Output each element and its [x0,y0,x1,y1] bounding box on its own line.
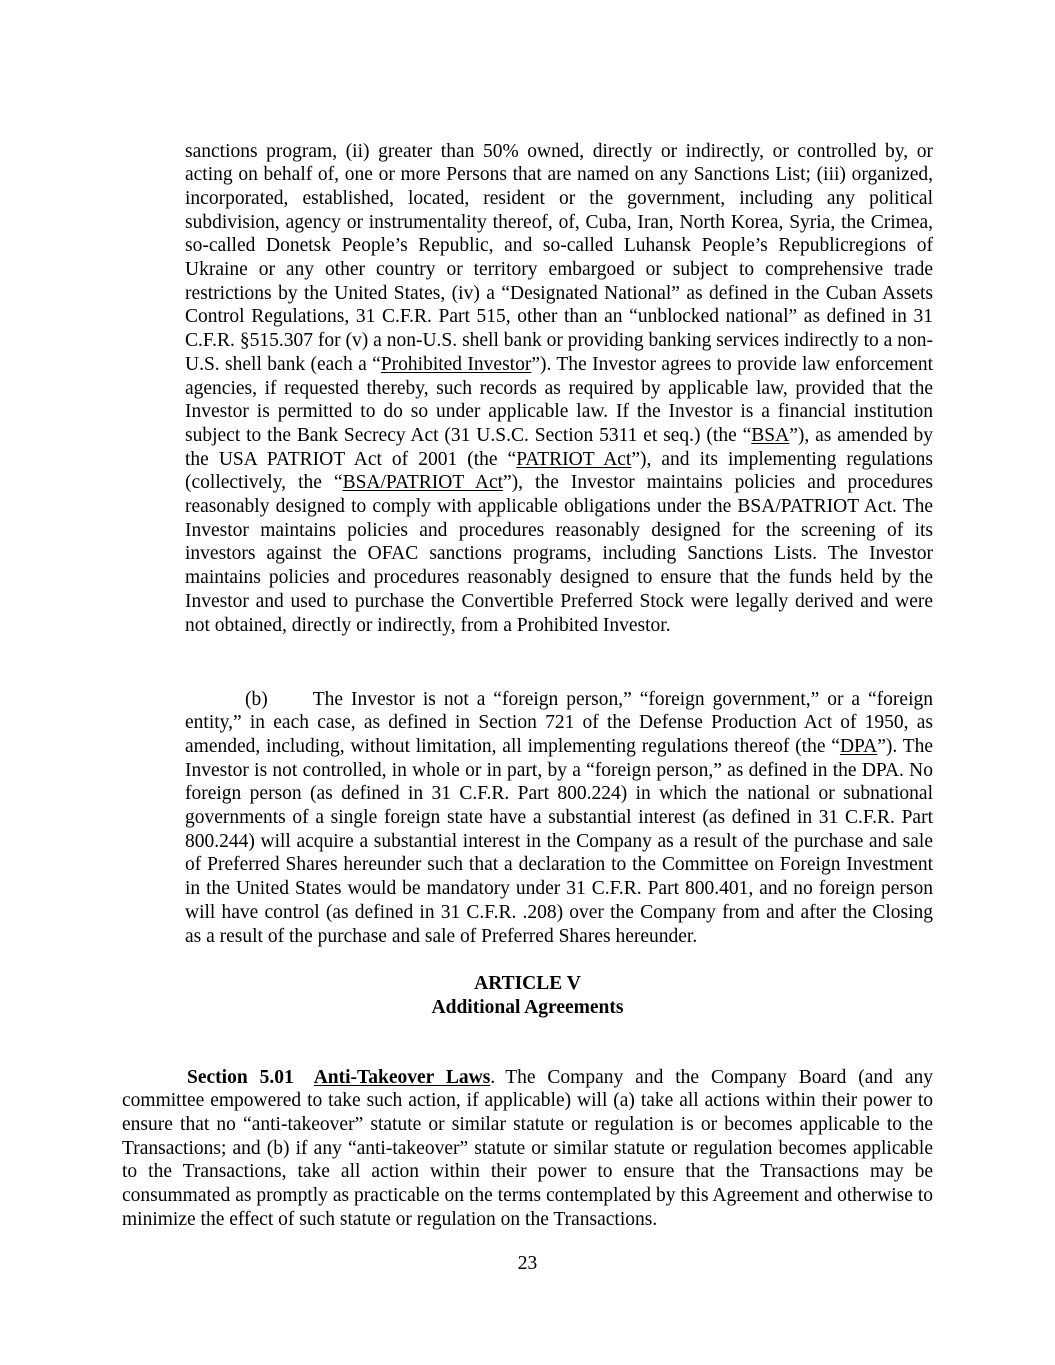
article-title-heading: Additional Agreements [431,996,624,1018]
article-heading [0,972,1055,1019]
paragraph-section-5-01: Section 5.01 Anti-Takeover Laws. The Company and the Company Board (and any committee empowered to take such action, if applicable) will (a) take all actions within their power to ensure that no “anti-takeover” statute or similar statute or regulation is or becomes applicable to the Transactions; and (b) if any “anti-takeover” statute or similar statute or regulation becomes applicable to the Transactions, take all action within their power to ensure that the Transactions may be consummated as promptly as practicable on the terms contemplated by this Agreement and otherwise to minimize the effect of such statute or regulation on the Transactions. [122,1066,933,1230]
article-number-heading: ARTICLE V [474,973,581,994]
paragraph-sanctions-continuation: sanctions program, (ii) greater than 50% owned, directly or indirectly, or controlled by, or acting on behalf of, one or more Persons that are named on any Sanctions List; (iii) organized, incorporated, established, located, resident or the government, including any political subdivision, agency or instrumentality thereof, of, Cuba, Iran, North Korea, Syria, the Crimea, so-called Donetsk People’s Republic, and so-called Luhansk People’s Republicregions of Ukraine or any other country or territory embargoed or subject to comprehensive trade restrictions by the United States, (iv) a “Designated National” as defined in the Cuban Assets Control Regulations, 31 C.F.R. Part 515, other than an “unblocked national” as defined in 31 C.F.R. §515.307 for (v) a non-U.S. shell bank or providing banking services indirectly to a non-U.S. shell bank (each a “Prohibited Investor”). The Investor agrees to provide law enforcement agencies, if requested thereby, such records as required by applicable law, provided that the Investor is permitted to do so under applicable law. If the Investor is a financial institution subject to the Bank Secrecy Act (31 U.S.C. Section 5311 et seq.) (the “BSA”), as amended by the USA PATRIOT Act of 2001 (the “PATRIOT Act”), and its implementing regulations (collectively, the “BSA/PATRIOT Act”), the Investor maintains policies and procedures reasonably designed to comply with applicable obligations under the BSA/PATRIOT Act. The Investor maintains policies and procedures reasonably designed for the screening of its investors against the OFAC sanctions programs, including Sanctions Lists. The Investor maintains policies and procedures reasonably designed to ensure that the funds held by the Investor and used to purchase the Convertible Preferred Stock were legally derived and were not obtained, directly or indirectly, from a Prohibited Investor. [185,140,933,636]
paragraph-clause-b: (b) The Investor is not a “foreign person,” “foreign government,” or a “foreign entity,” in each case, as defined in Section 721 of the Defense Production Act of 1950, as amended, including, without limitation, all implementing regulations thereof (the “DPA”). The Investor is not controlled, in whole or in part, by a “foreign person,” as defined in the DPA. No foreign person (as defined in 31 C.F.R. Part 800.224) in which the national or subnational governments of a single foreign state have a substantial interest (as defined in 31 C.F.R. Part 800.244) will acquire a substantial interest in the Company as a result of the purchase and sale of Preferred Shares hereunder such that a declaration to the Committee on Foreign Investment in the United States would be mandatory under 31 C.F.R. Part 800.401, and no foreign person will have control (as defined in 31 C.F.R. .208) over the Company from and after the Closing as a result of the purchase and sale of Preferred Shares hereunder. [185,688,933,947]
page-number: 23 [517,1253,538,1274]
